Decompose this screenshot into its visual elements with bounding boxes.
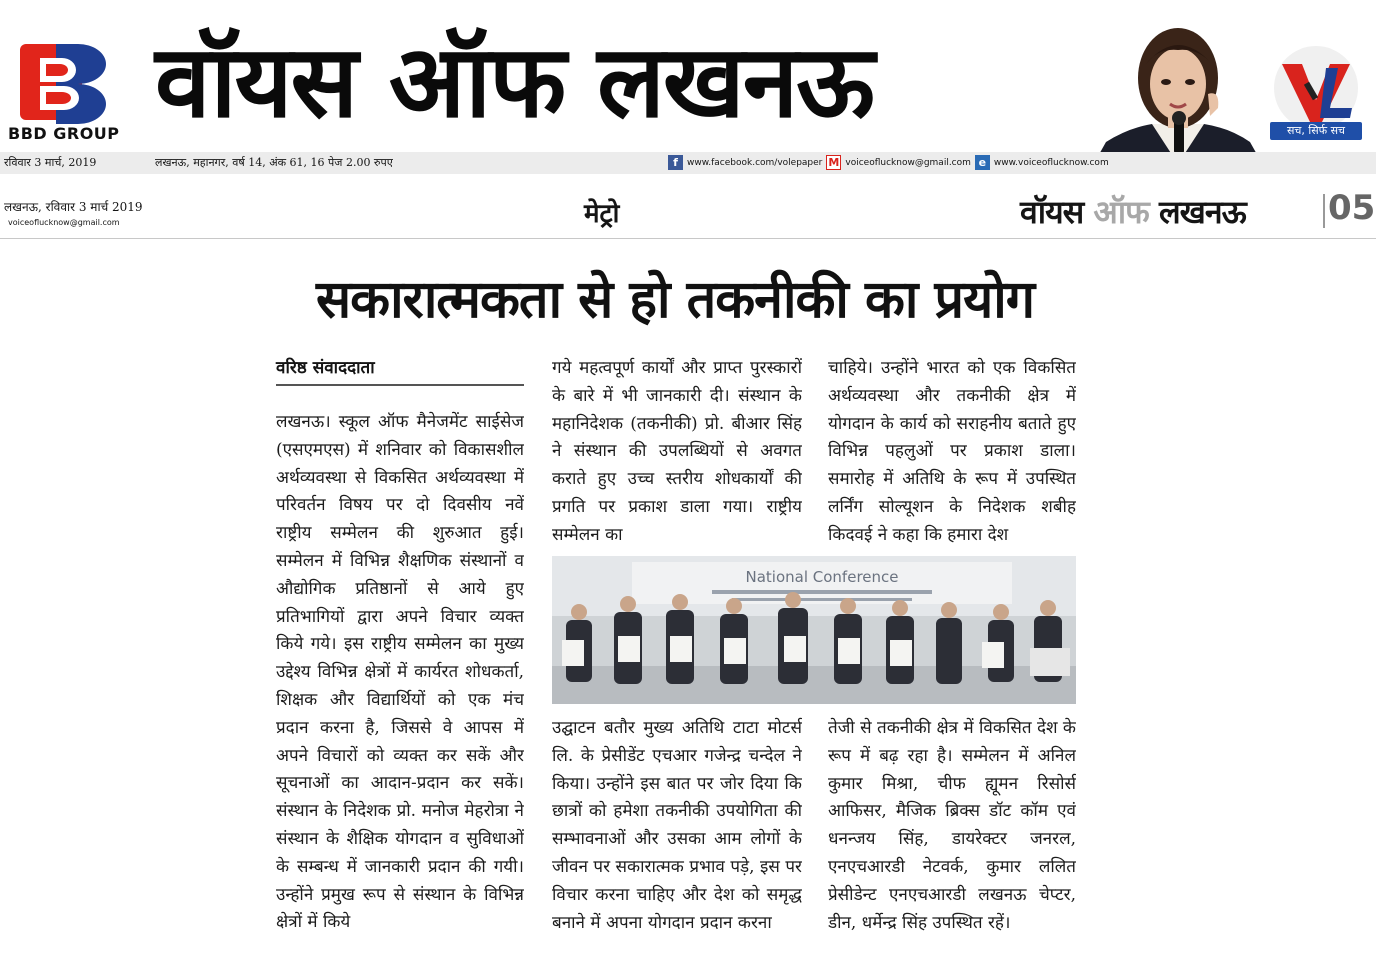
- bbd-group-logo: [16, 40, 108, 124]
- brand-separator: [1323, 194, 1325, 228]
- brand-word-3: लखनऊ: [1158, 193, 1246, 231]
- brand-word-1: वॉयस: [1020, 193, 1084, 231]
- byline: वरिष्ठ संवाददाता: [276, 358, 375, 378]
- email-icon: M: [826, 155, 841, 170]
- brand-word-2: ऑफ: [1093, 193, 1149, 231]
- section-title: मेट्रो: [584, 199, 620, 229]
- page-email: voiceoflucknow@gmail.com: [8, 218, 120, 227]
- header-divider: [0, 238, 1376, 239]
- tagline: सच, सिर्फ सच: [1270, 122, 1362, 140]
- web-icon: e: [975, 155, 990, 170]
- article-column-1: लखनऊ। स्कूल ऑफ मैनेजमेंट साईसेज (एसएमएस) में शनिवार को विकासशील अर्थव्यवस्था से विकसित अर्थव्यवस्था में परिवर्तन विषय पर दो दिवसीय नवें राष्ट्रीय सम्मेलन की शुरुआत हुई। सम्मेलन में विभिन्न शैक्षणिक संस्थानों व औद्योगिक प्रतिष्ठानों से आये हुए प्रतिभागियों द्वारा अपने विचार व्यक्त किये गये। इस राष्ट्रीय सम्मेलन का मुख्य उद्देश्य विभिन्न क्षेत्रों में कार्यरत शोधकर्ता, शिक्षक और विद्यार्थियों को एक मंच प्रदान करना है, जिससे वे आपस में अपने विचारों को व्यक्त कर सकें और सूचनाओं का आदान-प्रदान कर सकें। संस्थान के निदेशक प्रो. मनोज मेहरोत्रा ने संस्थान के शैक्षिक योगदान व सुविधाओं के सम्बन्ध में जानकारी प्रदान की गयी। उन्होंने प्रमुख रूप से संस्थान के विभिन्न क्षेत्रों में किये: [276, 412, 524, 933]
- bbd-group-label: BBD GROUP: [8, 124, 120, 143]
- article-column-3-top: चाहिये। उन्होंने भारत को एक विकसित अर्थव्यवस्था और तकनीकी क्षेत्र में योगदान के कार्य को सराहनीय बताते हुए विभिन्न पहलुओं पर प्रकाश डाला। समारोह में अतिथि के रूप में उपस्थित लर्निंग सोल्यूशन के निदेशक शबीह किदवई ने कहा कि हमारा देश: [828, 358, 1076, 545]
- article-column-2-bottom: उद्घाटन बतौर मुख्य अतिथि टाटा मोटर्स लि. के प्रेसीडेंट एचआर गजेन्द्र चन्देल ने किया। उन्होंने इस बात पर जोर दिया कि छात्रों को हमेशा तकनीकी उपयोगिता की सम्भावनाओं और उसका आम लोगों के जीवन पर सकारात्मक प्रभाव पड़े, इस पर विचार करना चाहिए और देश को समृद्ध बनाने में अपना योगदान प्रदान करना: [552, 718, 802, 933]
- page-brand: [1020, 190, 1246, 233]
- article-headline: सकारात्मकता से हो तकनीकी का प्रयोग: [316, 270, 1034, 330]
- social-links: [668, 155, 1109, 170]
- email-link[interactable]: voiceoflucknow@gmail.com: [845, 157, 971, 168]
- website-link[interactable]: www.voiceoflucknow.com: [993, 157, 1109, 168]
- article-column-3-bottom: तेजी से तकनीकी क्षेत्र में विकसित देश के रूप में बढ़ रहा है। सम्मेलन में अनिल कुमार मिश्रा, चीफ ह्यूमन रिसोर्स आफिसर, मैजिक ब्रिक्स डॉट कॉम एवं धनन्जय सिंह, डायरेक्टर जनरल, एनएचआरडी नेटवर्क, कुमार ललित प्रेसीडेन्ट एनएचआरडी लखनऊ चेप्टर, डीन, धर्मेन्द्र सिंह उपस्थित रहें।: [828, 718, 1076, 933]
- conference-photo: [552, 556, 1076, 704]
- page-date: लखनऊ, रविवार 3 मार्च 2019: [4, 200, 143, 214]
- article-column-2-top: गये महत्वपूर्ण कार्यों और प्राप्त पुरस्कारों के बारे में भी जानकारी दी। संस्थान के महानिदेशक (तकनीकी) प्रो. बीआर सिंह ने संस्थान की उपलब्धियों से अवगत कराते हुए उच्च स्तरीय शोधकार्यों की प्रगति पर प्रकाश डाला गया। राष्ट्रीय सम्मेलन का: [552, 358, 802, 545]
- issue-date: रविवार 3 मार्च, 2019: [4, 156, 97, 169]
- facebook-link[interactable]: www.facebook.com/volepaper: [687, 157, 823, 168]
- byline-rule: [276, 384, 524, 386]
- photo-banner-text: National Conference: [745, 568, 899, 586]
- facebook-icon: f: [668, 155, 683, 170]
- newspaper-title: वॉयस ऑफ लखनऊ: [155, 23, 873, 140]
- edition-info: लखनऊ, महानगर, वर्ष 14, अंक 61, 16 पेज 2.00 रुपए: [155, 156, 393, 169]
- page-number: 05: [1328, 188, 1376, 228]
